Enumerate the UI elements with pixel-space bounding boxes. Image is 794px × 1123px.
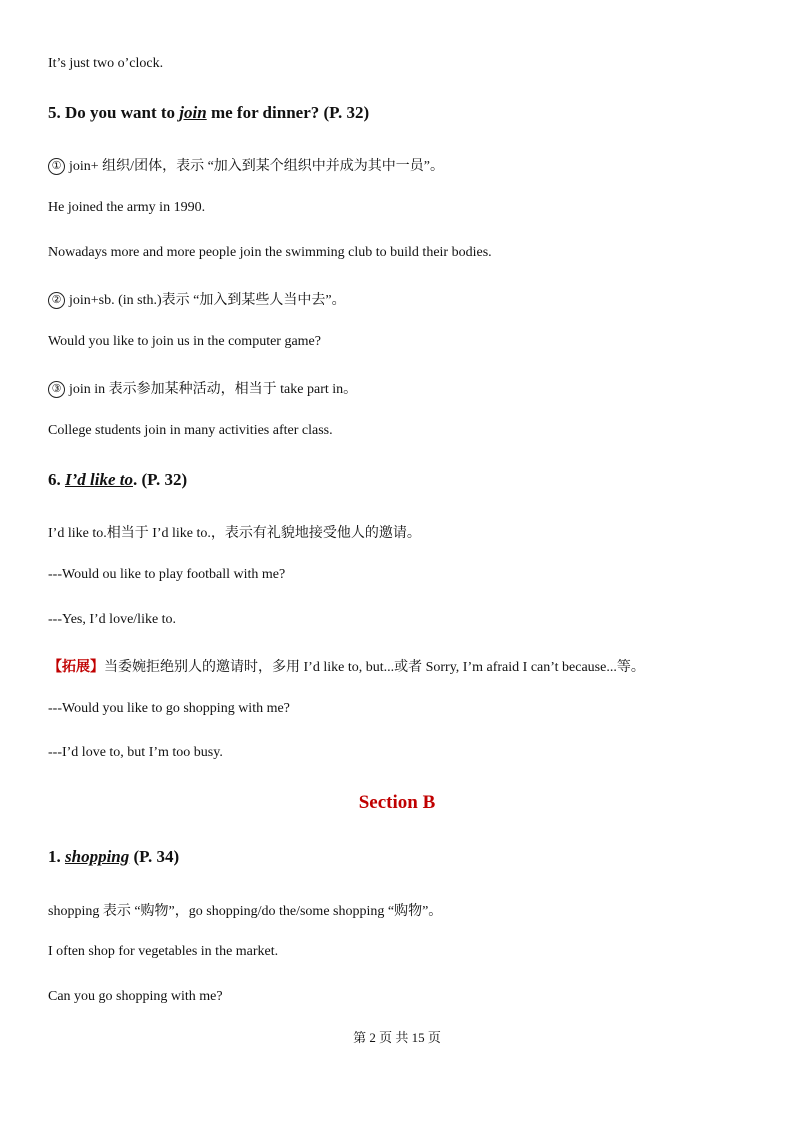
point-2 [48,289,346,309]
heading-text: 6. [48,470,65,489]
point-1 [48,155,444,175]
example-line: Can you go shopping with me? [48,989,223,1004]
section-title: Section B [358,792,436,813]
heading-5 [48,103,369,123]
heading-text: me for dinner? (P. 32) [206,103,370,122]
example-line: Nowadays more and more people join the swimming club to build their bodies. [48,245,492,260]
point-text: join in 表示参加某种活动，相当于 take part in。 [69,382,358,397]
dialogue-line: ---I’d love to, but I’m too busy. [48,745,223,760]
heading-b1 [48,847,179,867]
heading-text: . (P. 32) [133,470,188,489]
heading-text: (P. 34) [129,847,180,866]
heading-text: 5. Do you want to [48,103,180,122]
circled-number: ② [48,292,65,309]
circled-number: ① [48,158,65,175]
dialogue-line: ---Would ou like to play football with me? [48,567,286,582]
dialogue-line: ---Yes, I’d love/like to. [48,612,177,627]
explanation-line: I’d like to.相当于 I’d like to.，表示有礼貌地接受他人的邀请。 [48,526,421,541]
sentence-line: It’s just two o’clock. [48,56,164,71]
explanation-line: shopping 表示 “购物”，go shopping/do the/some shopping “购物”。 [48,904,443,919]
extension-text: 当委婉拒绝别人的邀请时，多用 I’d like to, but...或者 Sorry, I’m afraid I can’t because...等。 [104,660,645,675]
example-line: College students join in many activities after class. [48,423,333,438]
page-footer: 第 2 页 共 15 页 [353,1030,441,1045]
keyword: I’d like to [65,470,133,489]
point-3 [48,378,357,398]
dialogue-line: ---Would you like to go shopping with me? [48,701,290,716]
heading-6 [48,470,187,490]
point-text: join+ 组织/团体，表示 “加入到某个组织中并成为其中一员”。 [69,159,444,174]
example-line: Would you like to join us in the computer game? [48,334,321,349]
point-text: join+sb. (in sth.)表示 “加入到某些人当中去”。 [69,293,346,308]
keyword: shopping [65,847,130,866]
keyword: join [179,103,207,122]
example-line: I often shop for vegetables in the market. [48,944,279,959]
extension-tag: 【拓展】 [48,660,104,675]
heading-text: 1. [48,847,65,866]
circled-number: ③ [48,381,65,398]
example-line: He joined the army in 1990. [48,200,206,215]
extension-note [48,656,645,676]
